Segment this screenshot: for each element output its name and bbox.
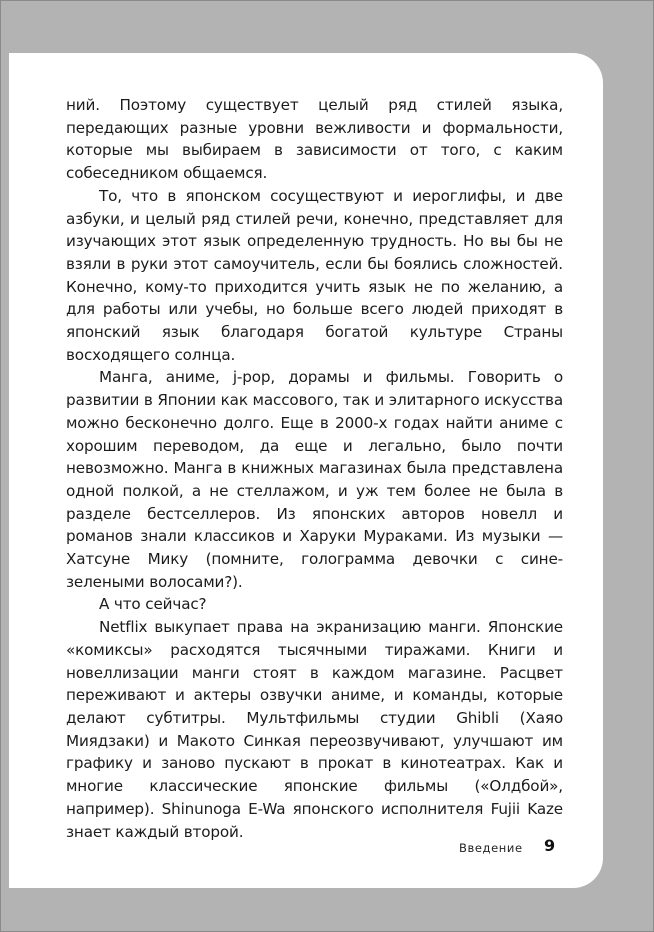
paragraph-3: Манга, аниме, j-pop, дорамы и фильмы. Говорить о развитии в Японии как массового, так и элитарного искусства можно бесконечно долго. Еще в 2000-х годах найти аниме с хорошим переводом, да еще и легально, было почти невозможно. Манга в книжных магазинах была представлена одной полкой, а не стеллажом, и уж тем более не была в разделе бестселлеров. Из японских авторов новелл и романов знали классиков и Харуки Мураками. Из музыки — Хатсуне Мику (помните, голограмма девочки с сине-зелеными волосами?). — [66, 368, 563, 591]
paragraph-4: А что сейчас? — [99, 595, 207, 614]
paragraph-1: ний. Поэтому существует целый ряд стилей языка, передающих разные уровни вежливости и формальности, которые мы выбираем в зависимости от того, с каким собеседником общаемся. — [66, 96, 563, 183]
paragraph-5: Netflix выкупает права на экранизацию манги. Японские «комиксы» расходятся тысячными тиражами. Книги и новеллизации манги стоят в каждом магазине. Расцвет переживают и актеры озвучки аниме, и команды, которые делают субтитры. Мультфильмы студии Ghibli (Хаяо Миядзаки) и Макото Синкая переозвучивают, улучшают им графику и заново пускают в прокат в кинотеатрах. Как и многие классические японские фильмы («Олдбой», например). Shinunoga E-Wa японского исполнителя Fujii Kaze знает каждый второй. — [66, 618, 563, 841]
page-number: 9 — [544, 836, 556, 855]
running-footer-section: Введение — [459, 841, 523, 855]
body-text — [66, 94, 563, 843]
book-page — [9, 53, 603, 888]
paragraph-2: То, что в японском сосуществуют и иероглифы, и две азбуки, и целый ряд стилей речи, конечно, представляет для изучающих этот язык определенную трудность. Но вы бы не взяли в руки этот самоучитель, если бы боялись сложностей. Конечно, кому-то приходится учить язык не по желанию, а для работы или учебы, но больше всего людей приходят в японский язык благодаря богатой культуре Страны восходящего солнца. — [66, 186, 563, 364]
